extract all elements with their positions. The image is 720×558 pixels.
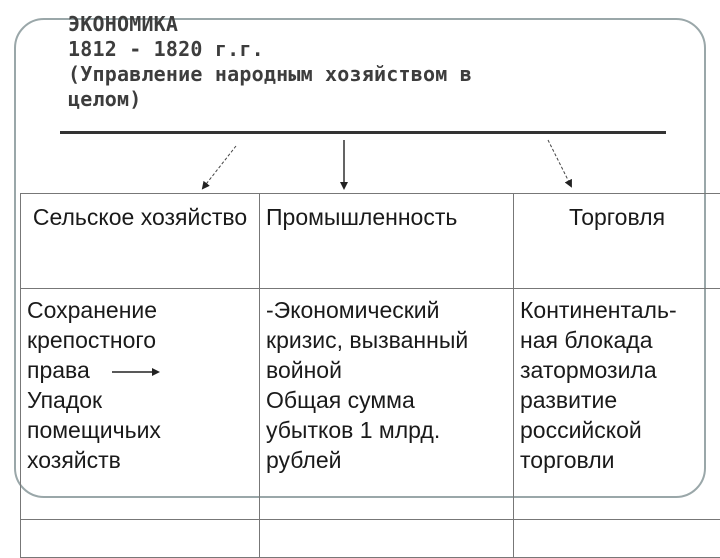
- table-header-row: [21, 194, 720, 289]
- industry-line: войной: [266, 355, 507, 385]
- agriculture-line: хозяйств: [27, 445, 253, 475]
- agriculture-line: помещичьих: [27, 415, 253, 445]
- industry-line: убытков 1 млрд.: [266, 415, 507, 445]
- trade-line: российской: [520, 415, 714, 445]
- cell-trade: [514, 289, 720, 520]
- header-agriculture: [21, 194, 260, 289]
- trade-line: ная блокада: [520, 325, 714, 355]
- agriculture-line: крепостного: [27, 325, 253, 355]
- empty-cell: [21, 520, 260, 558]
- heading-years: 1812 - 1820 г.г.: [68, 37, 668, 62]
- empty-cell: [514, 520, 720, 558]
- table-row: [21, 289, 720, 520]
- industry-line: кризис, вызванный: [266, 325, 507, 355]
- table-row-empty: [21, 520, 720, 558]
- heading-subtitle-line1: (Управление народным хозяйством в: [68, 62, 668, 87]
- trade-line: развитие: [520, 385, 714, 415]
- empty-cell: [260, 520, 514, 558]
- header-industry-label: Промышленность: [266, 204, 457, 230]
- header-trade: [514, 194, 720, 289]
- right-arrow-icon: [112, 366, 162, 378]
- cell-industry: [260, 289, 514, 520]
- arrow-to-trade: [548, 140, 571, 186]
- cell-agriculture: [21, 289, 260, 520]
- economy-table: [20, 193, 720, 540]
- header-agriculture-label: Сельское хозяйство: [33, 204, 247, 230]
- heading-subtitle-line2: целом): [68, 87, 668, 112]
- industry-line: рублей: [266, 445, 507, 475]
- agriculture-line-with-arrow: [27, 355, 253, 385]
- industry-line: Общая сумма: [266, 385, 507, 415]
- trade-line: торговли: [520, 445, 714, 475]
- agriculture-line: Сохранение: [27, 295, 253, 325]
- agriculture-line: права: [27, 357, 90, 383]
- header-industry: [260, 194, 514, 289]
- trade-line: Континенталь-: [520, 295, 714, 325]
- trade-line: затормозила: [520, 355, 714, 385]
- heading-title: ЭКОНОМИКА: [68, 12, 668, 37]
- arrow-to-agriculture: [203, 146, 236, 188]
- agriculture-line: Упадок: [27, 385, 253, 415]
- header-trade-label: Торговля: [569, 204, 665, 230]
- industry-line: -Экономический: [266, 295, 507, 325]
